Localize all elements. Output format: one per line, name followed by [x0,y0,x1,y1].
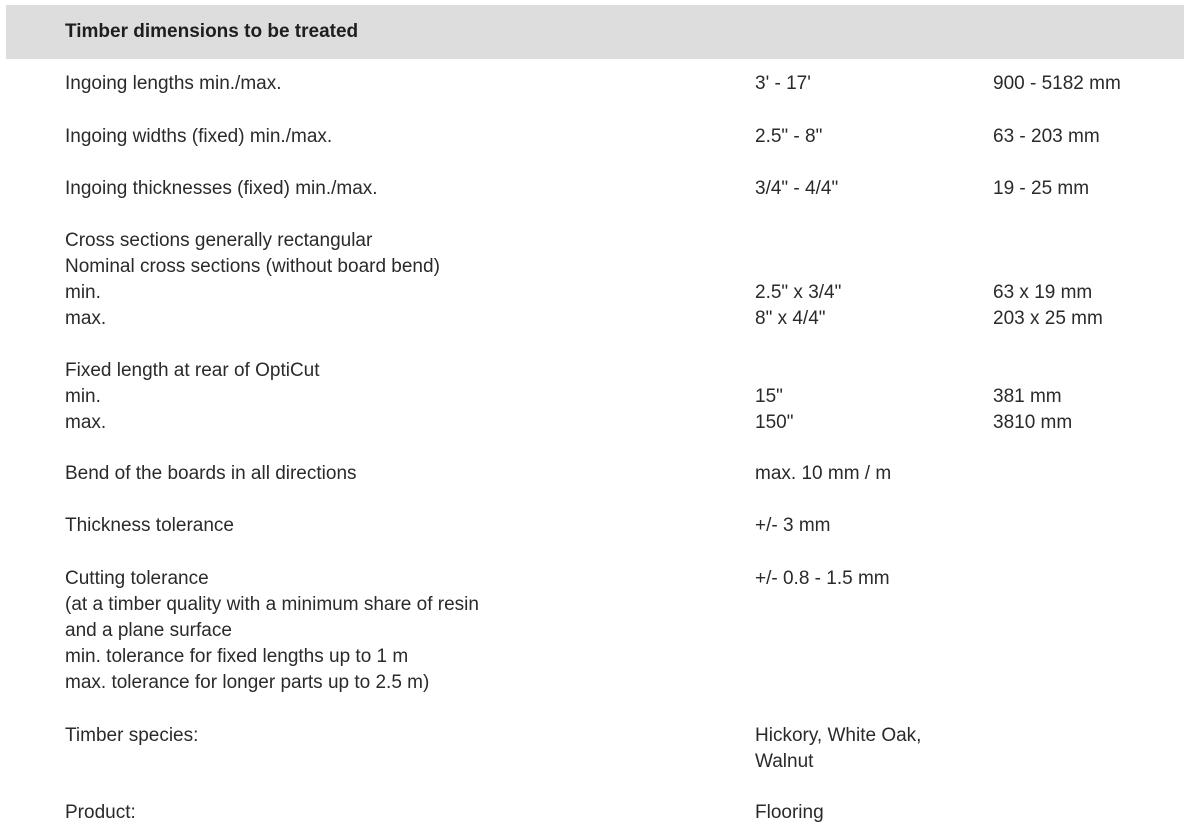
spec-value-thicknesses-metric: 19 - 25 mm [993,178,1090,199]
spec-value-board-bend: max. 10 mm / m [755,463,892,484]
spec-value-thicknesses-imperial: 3/4" - 4/4" [755,178,839,199]
spec-label-thickness-tolerance: Thickness tolerance [65,515,234,536]
spec-label-fixed-length-max: max. [65,412,107,433]
section-title: Timber dimensions to be treated [65,21,359,42]
spec-note-cutting-tolerance-1: (at a timber quality with a minimum share of resin [65,594,479,615]
spec-label-nominal-cross-sections: Nominal cross sections (without board bend) [65,256,440,277]
spec-label-thicknesses: Ingoing thicknesses (fixed) min./max. [65,178,378,199]
spec-value-fixed-length-min-metric: 381 mm [993,386,1062,407]
spec-value-cross-sections-min-metric: 63 x 19 mm [993,282,1093,303]
spec-value-timber-species-1: Hickory, White Oak, [755,725,922,746]
spec-value-widths-metric: 63 - 203 mm [993,126,1100,147]
spec-value-product: Flooring [755,802,824,823]
spec-value-fixed-length-max-metric: 3810 mm [993,412,1073,433]
spec-label-widths: Ingoing widths (fixed) min./max. [65,126,333,147]
spec-label-cross-sections-max: max. [65,308,107,329]
spec-label-cross-sections: Cross sections generally rectangular [65,230,373,251]
spec-value-fixed-length-min-imperial: 15" [755,386,783,407]
spec-label-product: Product: [65,802,136,823]
spec-label-cutting-tolerance: Cutting tolerance [65,568,209,589]
spec-note-cutting-tolerance-3: min. tolerance for fixed lengths up to 1 m [65,646,409,667]
spec-value-cutting-tolerance: +/- 0.8 - 1.5 mm [755,568,890,589]
spec-value-lengths-imperial: 3' - 17' [755,73,811,94]
spec-value-cross-sections-max-imperial: 8" x 4/4" [755,308,826,329]
spec-value-widths-imperial: 2.5" - 8" [755,126,823,147]
spec-value-timber-species-2: Walnut [755,751,814,772]
spec-label-fixed-length-min: min. [65,386,101,407]
spec-value-fixed-length-max-imperial: 150" [755,412,794,433]
spec-note-cutting-tolerance-4: max. tolerance for longer parts up to 2.5 m) [65,672,430,693]
spec-value-lengths-metric: 900 - 5182 mm [993,73,1121,94]
spec-label-cross-sections-min: min. [65,282,101,303]
spec-label-timber-species: Timber species: [65,725,199,746]
spec-label-board-bend: Bend of the boards in all directions [65,463,357,484]
spec-value-thickness-tolerance: +/- 3 mm [755,515,831,536]
spec-note-cutting-tolerance-2: and a plane surface [65,620,232,641]
spec-value-cross-sections-max-metric: 203 x 25 mm [993,308,1103,329]
spec-label-fixed-length: Fixed length at rear of OptiCut [65,360,320,381]
spec-label-lengths: Ingoing lengths min./max. [65,73,282,94]
spec-value-cross-sections-min-imperial: 2.5" x 3/4" [755,282,842,303]
